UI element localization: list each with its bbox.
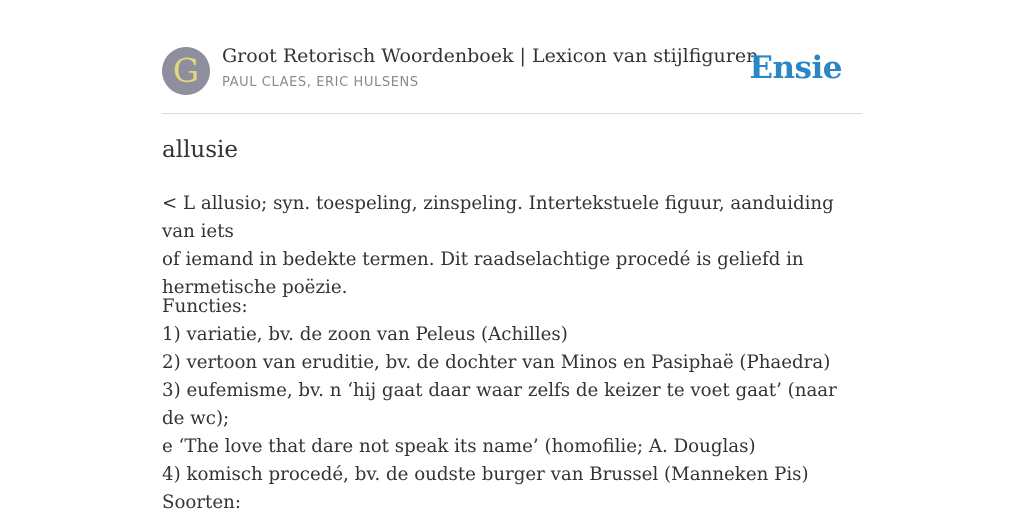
intro-line: < L allusio; syn. toespeling, zinspeling. Intertekstuele figuur, aanduiding van iets	[162, 193, 834, 242]
function-item: 1) variatie, bv. de zoon van Peleus (Achilles)	[162, 324, 568, 345]
intro-line: hermetische poëzie.	[162, 277, 348, 298]
function-item: 4) komisch procedé, bv. de oudste burger van Brussel (Manneken Pis)	[162, 464, 809, 485]
header	[162, 0, 862, 114]
soorten-heading: Soorten:	[162, 492, 241, 512]
book-authors: PAUL CLAES, ERIC HULSENS	[222, 75, 419, 90]
book-title[interactable]: Groot Retorisch Woordenboek | Lexicon van stijlfiguren	[222, 45, 759, 67]
book-avatar[interactable]: G	[162, 47, 210, 95]
entry-intro	[162, 190, 862, 302]
content-container	[162, 0, 862, 512]
function-item: e ‘The love that dare not speak its name’ (homofilie; A. Douglas)	[162, 436, 756, 457]
entry-title: allusie	[162, 137, 239, 163]
function-item: 3) eufemisme, bv. n ‘hij gaat daar waar zelfs de keizer te voet gaat’ (naar de wc);	[162, 380, 837, 429]
soorten-section	[162, 489, 862, 512]
ensie-logo[interactable]: Ensie	[749, 50, 842, 86]
intro-line: of iemand in bedekte termen. Dit raadselachtige procedé is geliefd in	[162, 249, 804, 270]
function-item: 2) vertoon van eruditie, bv. de dochter van Minos en Pasiphaë (Phaedra)	[162, 352, 831, 373]
functions-section	[162, 293, 862, 489]
functions-heading: Functies:	[162, 296, 248, 317]
